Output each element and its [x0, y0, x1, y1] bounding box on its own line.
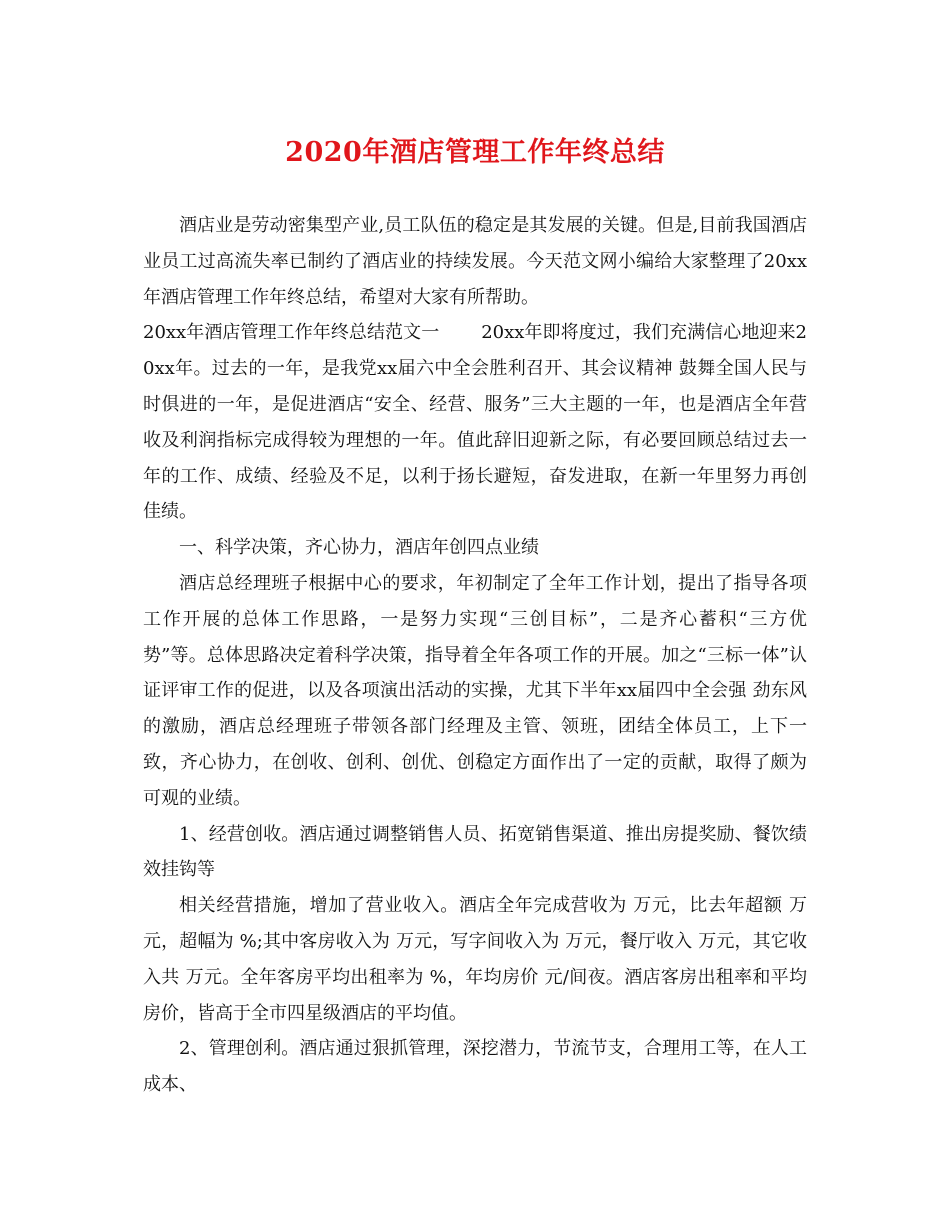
document-title: 2020年酒店管理工作年终总结 [285, 137, 665, 168]
document-body [143, 208, 807, 1103]
sample-one-paragraph: 20xx年酒店管理工作年终总结范文一 20xx年即将度过，我们充满信心地迎来20xx年。过去的一年，是我党xx届六中全会胜利召开、其会议精神 鼓舞全国人民与时俱进的一年，是促进酒店“安全、经营、服务”三大主题的一年，也是酒店全年营收及利润指标完成得较为理想的一年。值此辞旧迎新之际，有必要回顾总结过去一年的工作、成绩、经验及不足，以利于扬长避短，奋发进取，在新一年里努力再创佳绩。 [143, 322, 807, 523]
decision-paragraph: 酒店总经理班子根据中心的要求，年初制定了全年工作计划，提出了指导各项工作开展的总体工作思路，一是努力实现“三创目标”，二是齐心蓄积“三方优势”等。总体思路决定着科学决策，指导着全年各项工作的开展。加之“三标一体”认证评审工作的促进，以及各项演出活动的实操，尤其下半年xx届四中全会强 劲东风的激励，酒店总经理班子带领各部门经理及主管、领班，团结全体员工，上下一致，齐心协力，在创收、创利、创优、创稳定方面作出了一定的贡献，取得了颇为可观的业绩。 [143, 572, 807, 809]
intro-paragraph: 酒店业是劳动密集型产业,员工队伍的稳定是其发展的关键。但是,目前我国酒店业员工过高流失率已制约了酒店业的持续发展。今天范文网小编给大家整理了20xx年酒店管理工作年终总结，希望对大家有所帮助。 [143, 215, 807, 308]
management-point-paragraph: 2、管理创利。酒店通过狠抓管理，深挖潜力，节流节支，合理用工等，在人工成本、 [143, 1038, 807, 1096]
section-heading-one: 一、科学决策，齐心协力，酒店年创四点业绩 [179, 537, 539, 559]
revenue-detail-paragraph: 相关经营措施，增加了营业收入。酒店全年完成营收为 万元，比去年超额 万元，超幅为 %;其中客房收入为 万元，写字间收入为 万元，餐厅收入 万元，其它收入共 万元。全年客房平均出租率为 %，年均房价 元/间夜。酒店客房出租率和平均房价，皆高于全市四星级酒店的平均值。 [143, 895, 807, 1024]
revenue-point-paragraph: 1、经营创收。酒店通过调整销售人员、拓宽销售渠道、推出房提奖励、餐饮绩效挂钩等 [143, 823, 807, 881]
